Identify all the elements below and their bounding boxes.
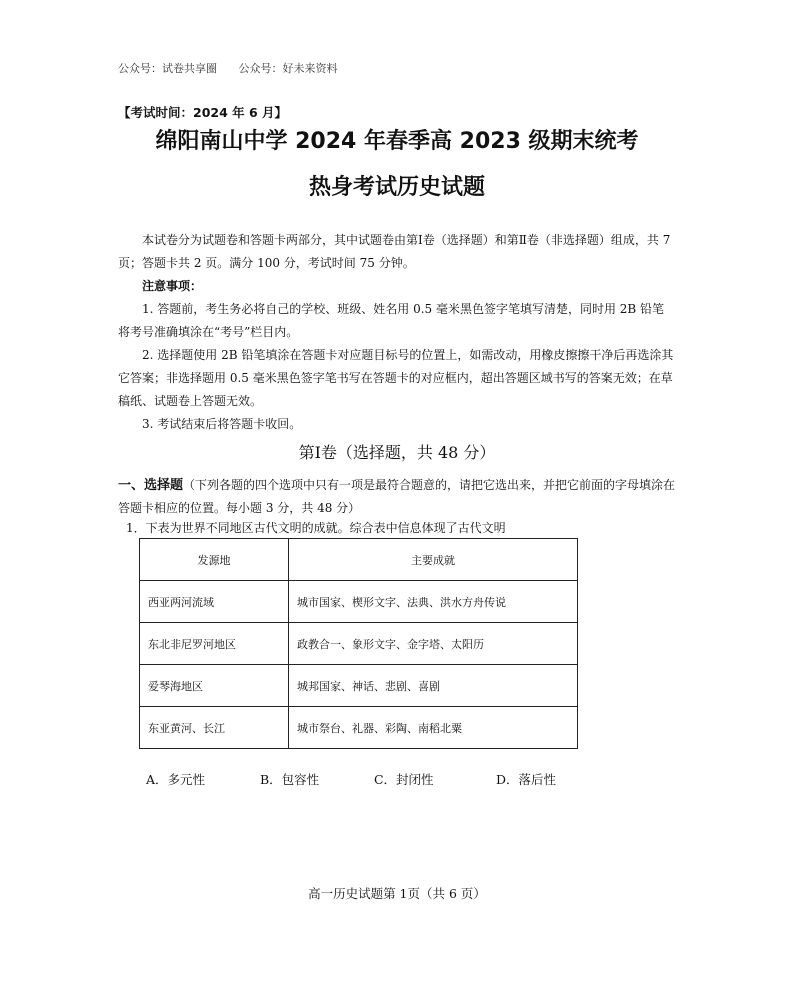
table-row (140, 623, 578, 665)
page-header (118, 60, 338, 76)
table-header-origin: 发源地 (140, 539, 289, 581)
note-item-1: 1. 答题前，考生务必将自己的学校、班级、姓名用 0.5 毫米黑色签字笔填写清楚，同时用 2B 铅笔将考号准确填涂在“考号”栏目内。 (118, 302, 665, 339)
option-a: A．多元性 (146, 772, 206, 787)
table-cell-origin: 东北非尼罗河地区 (140, 623, 289, 665)
page-subtitle: 热身考试历史试题 (308, 175, 485, 200)
table-row (140, 707, 578, 749)
page-title: 绵阳南山中学 2024 年春季高 2023 级期末统考 (155, 129, 639, 154)
notes-title (118, 275, 676, 298)
exam-time: 【考试时间：2024 年 6 月】 (118, 105, 288, 120)
note-item-3: 3. 考试结束后将答题卡收回。 (142, 417, 302, 431)
page-footer: 高一历史试题第 1页（共 6 页） (308, 886, 486, 901)
civilization-table (139, 538, 578, 749)
notes-heading: 注意事项： (142, 279, 203, 293)
option-d: D．落后性 (495, 772, 556, 787)
table-cell-origin: 东亚黄河、长江 (140, 707, 289, 749)
section-title: 第Ⅰ卷（选择题，共 48 分） (298, 443, 496, 462)
intro-paragraph: 本试卷分为试题卷和答题卡两部分，其中试题卷由第Ⅰ卷（选择题）和第Ⅱ卷（非选择题）组成，共 7 页；答题卡共 2 页。满分 100 分，考试时间 75 分钟。 (118, 233, 671, 270)
table-header-achievements: 主要成就 (289, 539, 578, 581)
choice-text: （下列各题的四个选项中只有一项是最符合题意的，请把它选出来，并把它前面的字母填涂在答题卡相应的位置。每小题 3 分，共 48 分） (118, 478, 676, 515)
table-cell-origin: 西亚两河流域 (140, 581, 289, 623)
choice-instruction (118, 474, 676, 520)
choice-label: 一、选择题 (118, 478, 184, 493)
table-cell-origin: 爱琴海地区 (140, 665, 289, 707)
note-item-2: 2. 选择题使用 2B 铅笔填涂在答题卡对应题目标号的位置上，如需改动，用橡皮擦擦干净后再选涂其它答案；非选择题用 0.5 毫米黑色签字笔书写在答题卡的对应框内，超出答题区域书写的答案无效；在草稿纸、试题卷上答题无效。 (118, 348, 674, 408)
option-c: C．封闭性 (373, 772, 434, 787)
table-cell-achievements: 城邦国家、神话、悲剧、喜剧 (289, 665, 578, 707)
table-cell-achievements: 政教合一、象形文字、金字塔、太阳历 (289, 623, 578, 665)
table-row (140, 665, 578, 707)
table-cell-achievements: 城市国家、楔形文字、法典、洪水方舟传说 (289, 581, 578, 623)
header-account-1: 公众号：试卷共享圈 (118, 62, 217, 75)
option-b: B．包容性 (259, 772, 320, 787)
table-cell-achievements: 城市祭台、礼器、彩陶、南稻北粟 (289, 707, 578, 749)
table-row (140, 581, 578, 623)
question-1-options (146, 770, 556, 788)
header-account-2: 公众号：好未来资料 (238, 62, 338, 75)
table-header-row (140, 539, 578, 581)
question-1-stem: 1．下表为世界不同地区古代文明的成就。综合表中信息体现了古代文明 (126, 521, 506, 535)
